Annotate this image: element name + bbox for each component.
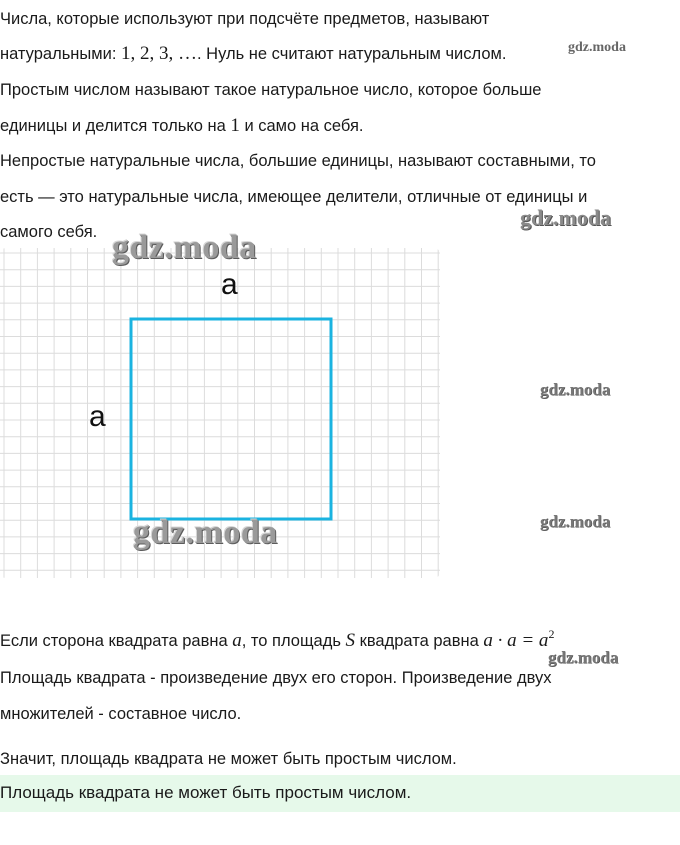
square-top-side-label: a xyxy=(221,268,238,301)
watermark-logo: gdz.moda xyxy=(568,40,626,55)
watermark-logo: gdz.moda xyxy=(112,229,257,266)
paragraph-3-line-1: Непростые натуральные числа, большие единицы, называют составными, то xyxy=(0,152,596,170)
answer-text: Площадь квадрата не может быть простым числом. xyxy=(0,783,412,802)
paragraph-5-line-1: Площадь квадрата - произведение двух его сторон. Произведение двух xyxy=(0,669,552,687)
paragraph-4-text-3: квадрата равна xyxy=(355,632,484,650)
area-formula-base: a · a = a xyxy=(483,630,549,651)
variable-a-letter: a xyxy=(232,630,242,651)
answer-box xyxy=(0,775,680,812)
paragraph-2-line-2 xyxy=(0,116,364,136)
area-formula-exponent: 2 xyxy=(548,627,555,641)
variable-a xyxy=(232,630,242,651)
watermark-logo: gdz.moda xyxy=(540,512,611,531)
paragraph-4-text-1: Если сторона квадрата равна xyxy=(0,632,233,650)
paragraph-1-tail: . Нуль не считают натуральным числом. xyxy=(197,45,507,63)
watermark-logo: gdz.moda xyxy=(520,205,612,230)
paragraph-4-text-2: , то площадь xyxy=(241,632,346,650)
paragraph-2-text: единицы и делится только на xyxy=(0,117,231,135)
area-formula xyxy=(483,627,555,651)
variable-S xyxy=(346,630,356,651)
watermark-logo: gdz.moda xyxy=(548,648,619,667)
paragraph-3-line-3: самого себя. xyxy=(0,223,98,241)
natural-numbers-formula: 1, 2, 3, … xyxy=(121,43,198,64)
paragraph-6-line: Значит, площадь квадрата не может быть простым числом. xyxy=(0,750,457,768)
variable-S-letter: S xyxy=(345,630,356,651)
paragraph-2-tail: и само на себя. xyxy=(239,117,364,135)
paragraph-1-line-2 xyxy=(0,44,506,64)
paragraph-1-line-1: Числа, которые используют при подсчёте предметов, называют xyxy=(0,10,490,28)
square-shape xyxy=(131,319,331,519)
paragraph-2-line-1: Простым числом называют такое натуральное число, которое больше xyxy=(0,81,542,99)
paragraph-3-line-2: есть — это натуральные числа, имеющее делители, отличные от единицы и xyxy=(0,188,588,206)
paragraph-4-line xyxy=(0,627,555,651)
paragraph-1-text: натуральными: xyxy=(0,45,122,63)
paragraph-5-line-2: множителей - составное число. xyxy=(0,705,242,723)
square-left-side-label: a xyxy=(89,400,106,433)
watermark-logo: gdz.moda xyxy=(133,514,278,551)
number-one: 1 xyxy=(230,115,240,136)
watermark-logo: gdz.moda xyxy=(540,380,611,399)
